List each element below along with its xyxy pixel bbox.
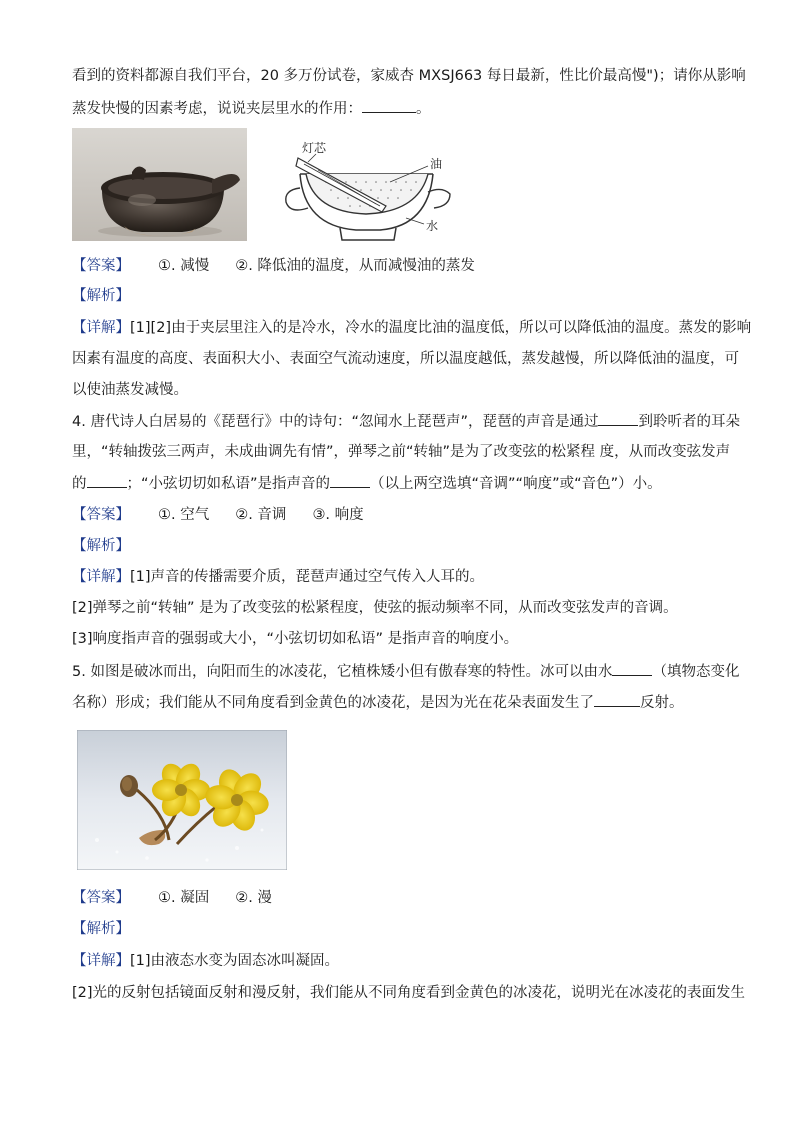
q4-blank-1 xyxy=(598,411,638,426)
ice-flower-photo xyxy=(77,730,287,870)
label-wick: 灯芯 xyxy=(302,141,327,155)
q3-blank xyxy=(362,98,416,113)
q5-answer: 【答案】 ①. 凝固 ②. 漫 xyxy=(72,890,272,906)
oil-lamp-photo xyxy=(72,128,247,241)
q5-analysis-label: 【解析】 xyxy=(72,921,130,937)
q5-text-line-1: 5. 如图是破冰而出，向阳而生的冰凌花，它植株矮小但有傲春寒的特性。冰可以由水 （填物态变化 xyxy=(72,661,739,682)
q3-analysis-label: 【解析】 xyxy=(72,288,130,304)
q4-blank-3 xyxy=(330,473,370,488)
q4-blank-2 xyxy=(87,473,127,488)
answer-label: 【答案】 xyxy=(72,258,130,274)
q3-detail-2: 因素有温度的高度、表面积大小、表面空气流动速度，所以温度越低，蒸发越慢，所以降低油的温度，可 xyxy=(72,351,739,367)
q5-blank-1 xyxy=(612,661,652,676)
q5-detail-1: 【详解】[1]由液态水变为固态冰叫凝固。 xyxy=(72,953,340,969)
q3-text-line-1: 看到的资料都源自我们平台，20 多万份试卷，家威杏 MXSJ663 每日最新，性比价最高慢")；请你从影响 xyxy=(72,68,746,84)
q4-text-line-2: 里，“转轴拨弦三两声，未成曲调先有情”，弹琴之前“转轴”是为了改变弦的松紧程 度，从而改变弦发声 xyxy=(72,444,731,460)
q4-answer: 【答案】 ①. 空气 ②. 音调 ③. 响度 xyxy=(72,507,364,523)
q4-text-line-3: 的 ；“小弦切切如私语”是指声音的 （以上两空选填“音调”“响度”或“音色”）小。 xyxy=(72,473,662,494)
label-oil: 油 xyxy=(430,157,443,171)
q3-detail-3: 以使油蒸发减慢。 xyxy=(72,382,188,398)
q4-detail-1: 【详解】[1]声音的传播需要介质，琵琶声通过空气传入人耳的。 xyxy=(72,569,485,585)
q4-detail-3: [3]响度指声音的强弱或大小，“小弦切切如私语” 是指声音的响度小。 xyxy=(72,631,519,647)
q5-blank-2 xyxy=(594,692,640,707)
q4-text-line-1: 4. 唐代诗人白居易的《琵琶行》中的诗句：“忽闻水上琵琶声”，琵琶的声音是通过 到聆听者的耳朵 xyxy=(72,411,740,432)
q5-text-line-2: 名称）形成；我们能从不同角度看到金黄色的冰凌花，是因为光在花朵表面发生了 反射。 xyxy=(72,692,684,713)
q3-text-line-2: 蒸发快慢的因素考虑，说说夹层里水的作用： 。 xyxy=(72,98,431,119)
q3-detail-1: 【详解】[1][2]由于夹层里注入的是冷水，冷水的温度比油的温度低，所以可以降低油的温度。蒸发的影响 xyxy=(72,320,752,336)
q4-detail-2: [2]弹琴之前“转轴” 是为了改变弦的松紧程度，使弦的振动频率不同，从而改变弦发声的音调。 xyxy=(72,600,678,616)
q5-detail-2: [2]光的反射包括镜面反射和漫反射，我们能从不同角度看到金黄色的冰凌花，说明光在冰凌花的表面发生 xyxy=(72,985,746,1001)
q4-analysis-label: 【解析】 xyxy=(72,538,130,554)
q3-answer: 【答案】 ①. 减慢 ②. 降低油的温度，从而减慢油的蒸发 xyxy=(72,258,475,274)
label-water: 水 xyxy=(426,219,439,233)
oil-lamp-diagram xyxy=(278,128,458,244)
